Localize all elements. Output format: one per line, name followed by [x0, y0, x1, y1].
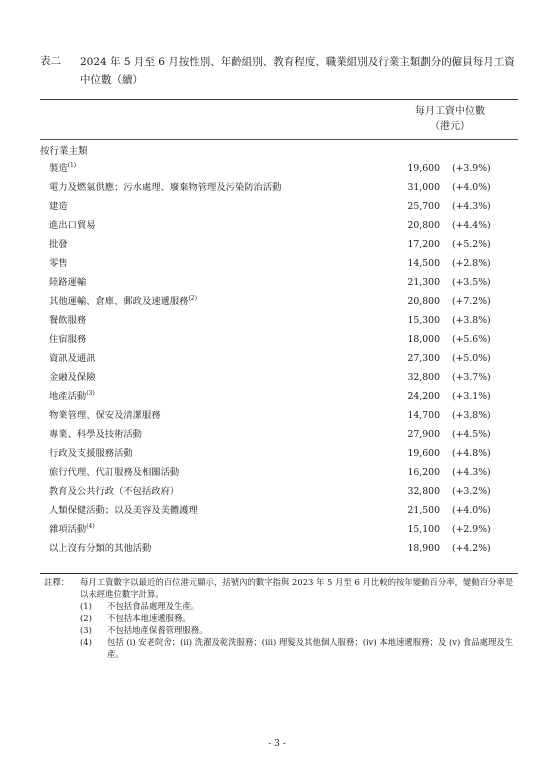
note-text: 不包括本地速遞服務。	[107, 613, 191, 623]
industry-name: 進出口貿易	[49, 220, 96, 231]
table-row	[40, 539, 518, 558]
industry-label	[49, 311, 86, 330]
median-wage-value: 21,300	[407, 277, 440, 288]
yoy-change: (+3.9%)	[452, 163, 491, 174]
industry-label	[49, 387, 95, 406]
industry-name: 其他運輸、倉庫、郵政及速遞服務	[49, 296, 189, 307]
note-number: (2)	[80, 613, 92, 623]
yoy-change: (+2.9%)	[452, 524, 491, 535]
note-item	[40, 624, 520, 636]
median-wage-value: 20,800	[407, 220, 440, 231]
table-row	[40, 368, 518, 387]
industry-name: 教育及公共行政（不包括政府）	[49, 486, 180, 497]
median-wage-value: 24,200	[407, 391, 440, 402]
industry-label	[49, 482, 179, 501]
yoy-change: (+4.8%)	[452, 448, 491, 459]
industry-label	[49, 216, 96, 235]
note-item	[40, 636, 520, 660]
table-row	[40, 235, 518, 254]
yoy-change: (+3.5%)	[452, 277, 491, 288]
industry-label	[49, 520, 95, 539]
industry-name: 雜項活動	[49, 524, 87, 535]
note-number: (1)	[80, 601, 92, 611]
median-wage-value: 32,800	[407, 372, 440, 383]
median-wage-value: 25,700	[407, 201, 440, 212]
industry-name: 住宿服務	[49, 334, 87, 345]
table-row	[40, 501, 518, 520]
note-text: 包括 (i) 安老院舍；(ii) 洗濯及乾洗服務；(iii) 理髮及其他個人服務；(iv) 本地速遞服務；及 (v) 食品處理及生產。	[107, 637, 514, 659]
industry-label	[49, 254, 68, 273]
page-number: - 3 -	[268, 739, 286, 749]
industry-name: 地產活動	[49, 391, 87, 402]
table-row	[40, 406, 518, 425]
footnote-ref: (4)	[86, 523, 95, 530]
yoy-change: (+3.8%)	[452, 315, 491, 326]
median-wage-value: 14,700	[407, 410, 440, 421]
industry-label	[49, 292, 197, 311]
median-wage-value: 27,900	[407, 429, 440, 440]
table-title: 2024 年 5 月至 6 月按性別、年齡組別、教育程度、職業組別及行業主類劃分的僱員每月工資中位數（續）	[80, 56, 515, 86]
table-row	[40, 463, 518, 482]
table-row	[40, 254, 518, 273]
table-row	[40, 178, 518, 197]
industry-name: 行政及支援服務活動	[49, 448, 133, 459]
industry-name: 製造	[49, 163, 68, 174]
notes-intro: 每月工資數字以最近的百位港元顯示，括號內的數字指與 2023 年 5 月至 6 月比較的按年變動百分率，變動百分率是以未經進位數字計算。	[80, 577, 514, 599]
median-wage-value: 15,300	[407, 315, 440, 326]
header-rule	[40, 139, 518, 140]
industry-name: 建造	[49, 201, 68, 212]
yoy-change: (+3.7%)	[452, 372, 491, 383]
industry-label	[49, 273, 86, 292]
industry-label	[49, 349, 96, 368]
table-row	[40, 273, 518, 292]
industry-name: 餐飲服務	[49, 315, 87, 326]
yoy-change: (+4.3%)	[452, 201, 491, 212]
bottom-rule	[40, 573, 518, 574]
yoy-change: (+4.0%)	[452, 505, 491, 516]
industry-label	[49, 463, 179, 482]
yoy-change: (+4.0%)	[452, 182, 491, 193]
note-text: 不包括食品處理及生產。	[107, 601, 200, 611]
median-wage-value: 19,600	[407, 448, 440, 459]
notes-list	[40, 600, 520, 660]
median-wage-value: 27,300	[407, 353, 440, 364]
table-number: 表二	[40, 55, 61, 67]
yoy-change: (+4.5%)	[452, 429, 491, 440]
industry-name: 人類保健活動；以及美容及美體護理	[49, 505, 198, 516]
industry-label	[49, 330, 86, 349]
industry-name: 資訊及通訊	[49, 353, 96, 364]
industry-name: 零售	[49, 258, 68, 269]
median-wage-value: 18,000	[407, 334, 440, 345]
table-row	[40, 349, 518, 368]
industry-label	[49, 444, 133, 463]
industry-label	[49, 539, 151, 558]
note-item	[40, 612, 520, 624]
industry-label	[49, 197, 68, 216]
footnote-ref: (2)	[188, 295, 197, 302]
notes-label: 註釋：	[44, 577, 70, 587]
note-item	[40, 600, 520, 612]
table-row	[40, 520, 518, 539]
table-row	[40, 387, 518, 406]
industry-name: 金融及保險	[49, 372, 96, 383]
table-row	[40, 159, 518, 178]
median-wage-value: 15,100	[407, 524, 440, 535]
median-wage-value: 17,200	[407, 239, 440, 250]
industry-name: 電力及燃氣供應；污水處理、廢棄物管理及污染防治活動	[49, 182, 282, 193]
yoy-change: (+4.2%)	[452, 543, 491, 554]
median-wage-value: 32,800	[407, 486, 440, 497]
median-wage-value: 20,800	[407, 296, 440, 307]
yoy-change: (+2.8%)	[452, 258, 491, 269]
median-wage-value: 18,900	[407, 543, 440, 554]
top-rule	[40, 99, 518, 100]
industry-label	[49, 178, 281, 197]
industry-name: 以上沒有分類的其他活動	[49, 543, 152, 554]
yoy-change: (+5.2%)	[452, 239, 491, 250]
table-row	[40, 444, 518, 463]
industry-name: 陸路運輸	[49, 277, 87, 288]
yoy-change: (+5.6%)	[452, 334, 491, 345]
industry-table-body	[40, 159, 518, 558]
industry-label	[49, 425, 142, 444]
industry-label	[49, 235, 68, 254]
yoy-change: (+3.1%)	[452, 391, 491, 402]
industry-name: 旅行代理、代訂服務及相關活動	[49, 467, 180, 478]
table-row	[40, 216, 518, 235]
footnote-ref: (3)	[86, 390, 95, 397]
industry-name: 物業管理、保安及清潔服務	[49, 410, 161, 421]
median-wage-value: 19,600	[407, 163, 440, 174]
table-row	[40, 482, 518, 501]
column-header-unit: （港元）	[430, 121, 470, 132]
note-text: 不包括地產保養管理服務。	[107, 625, 208, 635]
industry-name: 專業、科學及技術活動	[49, 429, 142, 440]
industry-label	[49, 159, 76, 178]
industry-label	[49, 368, 96, 387]
note-number: (4)	[80, 637, 92, 647]
industry-label	[49, 501, 198, 520]
industry-name: 批發	[49, 239, 68, 250]
footnote-ref: (1)	[67, 162, 77, 169]
table-row	[40, 330, 518, 349]
table-row	[40, 292, 518, 311]
yoy-change: (+4.4%)	[452, 220, 491, 231]
section-title: 按行業主類	[40, 146, 88, 157]
median-wage-value: 31,000	[407, 182, 440, 193]
yoy-change: (+3.2%)	[452, 486, 491, 497]
column-header	[380, 104, 520, 134]
industry-label	[49, 406, 161, 425]
note-number: (3)	[80, 625, 92, 635]
notes-section	[40, 576, 520, 660]
table-row	[40, 425, 518, 444]
yoy-change: (+5.0%)	[452, 353, 491, 364]
yoy-change: (+4.3%)	[452, 467, 491, 478]
notes-intro-row	[40, 576, 520, 600]
table-row	[40, 311, 518, 330]
yoy-change: (+3.8%)	[452, 410, 491, 421]
table-row	[40, 197, 518, 216]
median-wage-value: 14,500	[407, 258, 440, 269]
median-wage-value: 16,200	[407, 467, 440, 478]
yoy-change: (+7.2%)	[452, 296, 491, 307]
median-wage-value: 21,500	[407, 505, 440, 516]
column-header-title: 每月工資中位數	[415, 106, 485, 117]
